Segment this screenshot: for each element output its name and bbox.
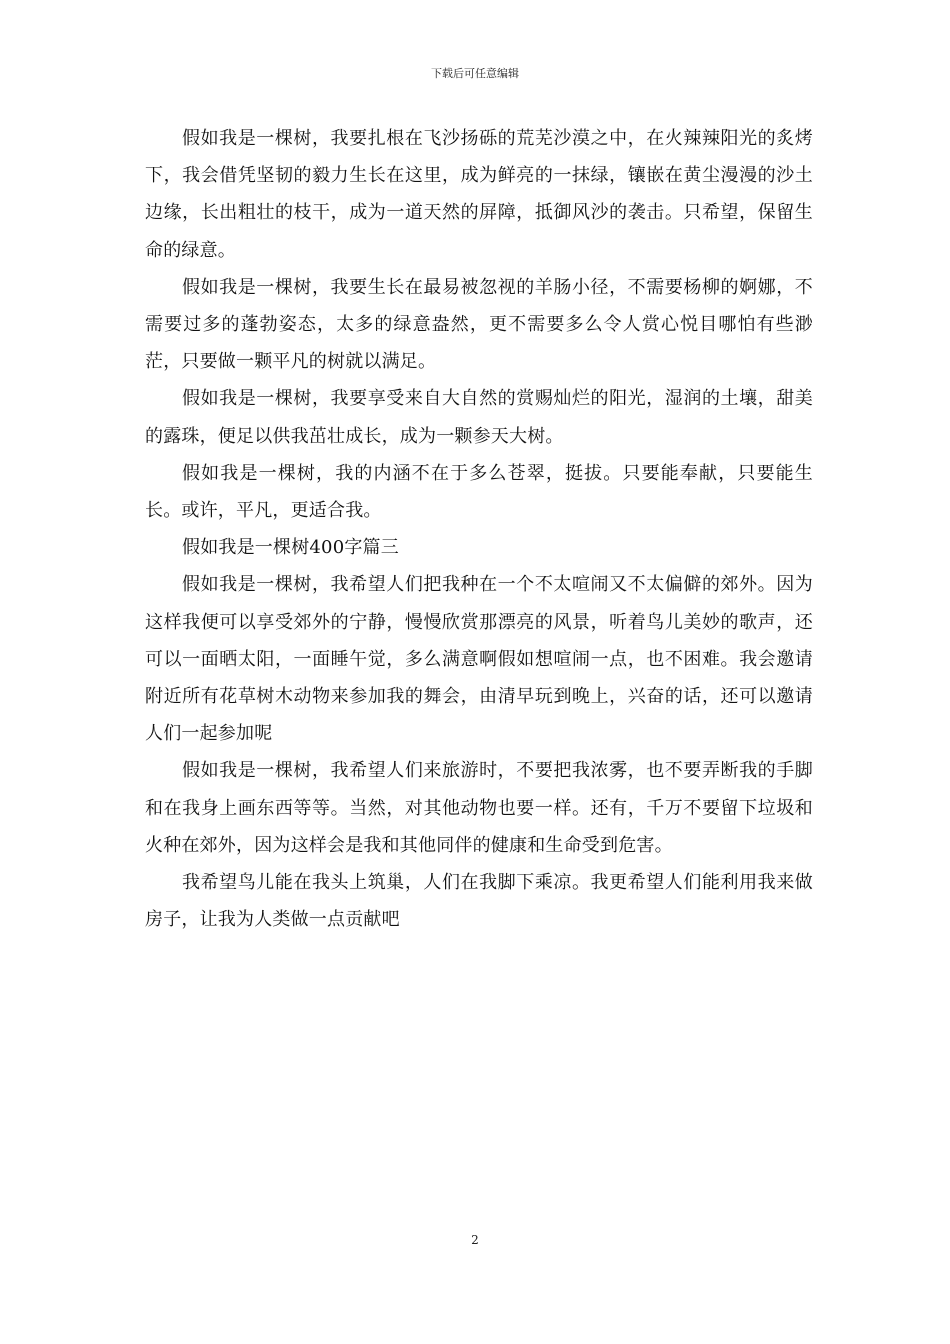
paragraph: 假如我是一棵树，我要享受来自大自然的赏赐灿烂的阳光，湿润的土壤，甜美的露珠，便足以供我茁壮成长，成为一颗参天大树。 <box>145 388 813 447</box>
paragraph: 我希望鸟儿能在我头上筑巢，人们在我脚下乘凉。我更希望人们能利用我来做房子，让我为人类做一点贡献吧 <box>145 872 813 931</box>
paragraph: 假如我是一棵树，我要生长在最易被忽视的羊肠小径，不需要杨柳的婀娜，不需要过多的蓬勃姿态，太多的绿意盎然，更不需要多么令人赏心悦目哪怕有些渺茫，只要做一颗平凡的树就以满足。 <box>145 276 813 373</box>
page-number: 2 <box>471 1233 479 1247</box>
section-heading: 假如我是一棵树400字篇三 <box>182 537 399 559</box>
document-body <box>145 120 813 938</box>
page-header: 下载后可任意编辑 <box>431 67 519 80</box>
paragraph: 假如我是一棵树，我希望人们把我种在一个不太喧闹又不太偏僻的郊外。因为这样我便可以享受郊外的宁静，慢慢欣赏那漂亮的风景，听着鸟儿美妙的歌声，还可以一面晒太阳，一面睡午觉，多么满意啊假如想喧闹一点，也不困难。我会邀请附近所有花草树木动物来参加我的舞会，由清早玩到晚上，兴奋的话，还可以邀请人们一起参加呢 <box>145 574 813 745</box>
paragraph: 假如我是一棵树，我希望人们来旅游时，不要把我浓雾，也不要弄断我的手脚和在我身上画东西等等。当然，对其他动物也要一样。还有，千万不要留下垃圾和火种在郊外，因为这样会是我和其他同伴的健康和生命受到危害。 <box>145 760 813 856</box>
paragraph: 假如我是一棵树，我要扎根在飞沙扬砾的荒芜沙漠之中，在火辣辣阳光的炙烤下，我会借凭坚韧的毅力生长在这里，成为鲜亮的一抹绿，镶嵌在黄尘漫漫的沙土边缘，长出粗壮的枝干，成为一道天然的屏障，抵御风沙的袭击。只希望，保留生命的绿意。 <box>145 128 813 261</box>
paragraph: 假如我是一棵树，我的内涵不在于多么苍翠，挺拔。只要能奉献，只要能生长。或许，平凡，更适合我。 <box>145 462 813 522</box>
